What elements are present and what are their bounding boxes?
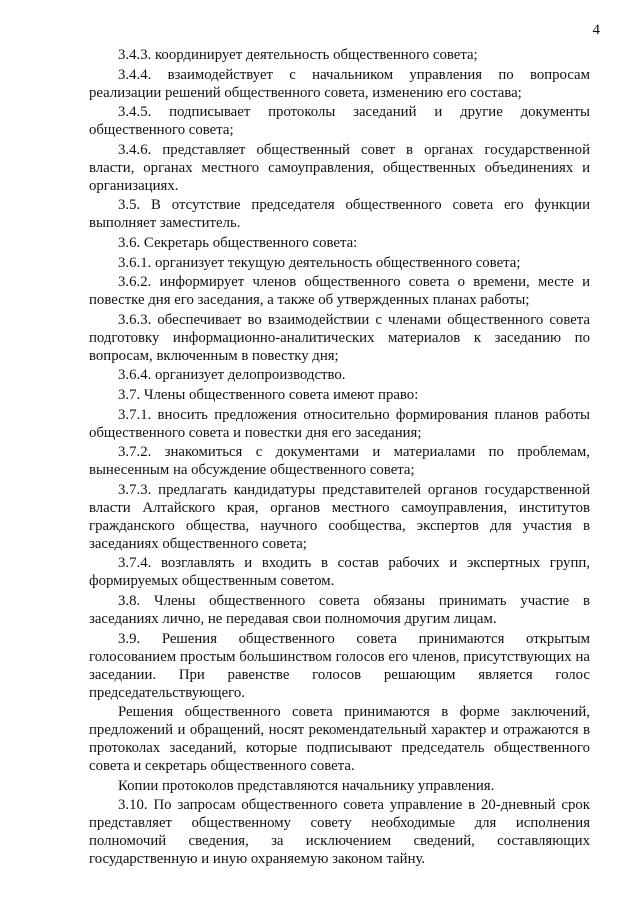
paragraph-3-9: 3.9. Решения общественного совета принимаются открытым голосованием простым большинством голосов его членов, присутствующих на заседании. При равенстве голосов решающим является голос председательствующего.	[89, 630, 590, 701]
paragraph-3-7-1: 3.7.1. вносить предложения относительно формирования планов работы общественного совета и повестки дня его заседания;	[89, 406, 590, 441]
paragraph-3-5: 3.5. В отсутствие председателя общественного совета его функции выполняет заместитель.	[89, 197, 590, 232]
paragraph-3-6-3: 3.6.3. обеспечивает во взаимодействии с членами общественного совета подготовку информационно-аналитических материалов к заседанию по вопросам, включенным в повестку дня;	[89, 311, 590, 364]
paragraph-3-7-4: 3.7.4. возглавлять и входить в состав рабочих и экспертных групп, формируемых общественным советом.	[89, 555, 590, 590]
paragraph-3-4-6: 3.4.6. представляет общественный совет в органах государственной власти, органах местного самоуправления, общественных объединениях и организациях.	[89, 141, 590, 194]
paragraph-3-4-5: 3.4.5. подписывает протоколы заседаний и другие документы общественного совета;	[89, 104, 590, 139]
paragraph-3-7: 3.7. Члены общественного совета имеют право:	[118, 386, 419, 403]
paragraph-3-6-2: 3.6.2. информирует членов общественного совета о времени, месте и повестке дня его заседания, а также об утвержденных планах работы;	[89, 274, 590, 309]
paragraph-3-6: 3.6. Секретарь общественного совета:	[118, 234, 358, 251]
paragraph-3-4-4: 3.4.4. взаимодействует с начальником управления по вопросам реализации решений общественного совета, изменению его состава;	[89, 66, 590, 101]
page-number: 4	[592, 22, 600, 38]
paragraph-3-6-1: 3.6.1. организует текущую деятельность общественного совета;	[118, 254, 521, 271]
paragraph-3-7-2: 3.7.2. знакомиться с документами и материалами по проблемам, вынесенным на обсуждение общественного совета;	[89, 444, 590, 479]
paragraph-3-8: 3.8. Члены общественного совета обязаны принимать участие в заседаниях лично, не передавая свои полномочия другим лицам.	[89, 592, 590, 627]
paragraph-decisions-form: Решения общественного совета принимаются в форме заключений, предложений и обращений, носят рекомендательный характер и отражаются в протоколах заседаний, которые подписывают председатель общественного совета и секретарь общественного совета.	[89, 704, 590, 775]
paragraph-3-6-4: 3.6.4. организует делопроизводство.	[118, 367, 346, 384]
paragraph-3-10: 3.10. По запросам общественного совета управление в 20-дневный срок представляет общественному совету необходимые для исполнения полномочий сведения, за исключением сведений, составляющих государственную и иную охраняемую законом тайну.	[89, 797, 590, 868]
paragraph-3-7-3: 3.7.3. предлагать кандидатуры представителей органов государственной власти Алтайского края, органов местного самоуправления, институтов гражданского общества, научного сообщества, экспертов для участия в заседаниях общественного совета;	[89, 481, 590, 552]
paragraph-3-4-3: 3.4.3. координирует деятельность общественного совета;	[118, 47, 478, 63]
document-body	[89, 46, 590, 868]
paragraph-protocol-copies: Копии протоколов представляются начальнику управления.	[118, 777, 495, 794]
